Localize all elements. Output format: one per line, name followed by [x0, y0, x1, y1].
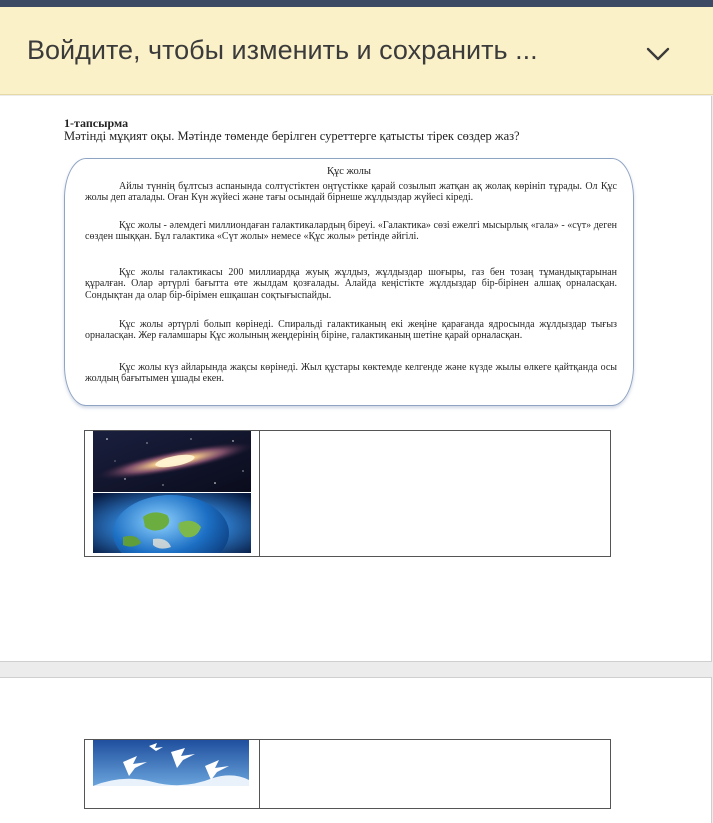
reading-paragraph: Құс жолы - әлемдегі миллиондаған галактикалардың біреуі. «Галактика» сөзі ежелгі мысырлық «гала» - «сүт» деген сөзден шыққан. Бұл галактика «Сүт жолы» немесе «Құс жолы» ретінде әйгілі. — [85, 220, 617, 243]
reading-paragraph: Құс жолы әртүрлі болып көрінеді. Спиральді галактиканың екі жеңіне қарағанда ядросында жұлдыздар тығыз орналасқан. Жер ғаламшары Құс жолының жеңдерінің біріне, галактиканың шетіне қарай орналасқан. — [85, 319, 617, 342]
document-page — [0, 96, 712, 662]
earth-image — [93, 493, 251, 553]
table-divider — [259, 431, 260, 556]
reading-paragraph: Айлы түннің бұлтсыз аспанында солтүстіктен оңтүстікке қарай созылып жатқан ақ жолақ көрініп тұрады. Ол Құс жолы деп аталады. Оған Күн жүйесі және тағы осындай бірнеше жұлдыздар жүйесі кіреді. — [85, 181, 617, 204]
task-instruction: Мәтінді мұқият оқы. Мәтінде төменде берілген суреттерге қатысты тірек сөздер жаз? — [64, 129, 520, 143]
top-strip — [0, 0, 713, 7]
table-divider — [259, 740, 260, 808]
reading-paragraph: Құс жолы күз айларында жақсы көрінеді. Жыл құстары көктемде келгенде және күзде жылы өлкеге қайтқанда осы жолдың бағытымен ұшады екен. — [85, 362, 617, 385]
document-page-2 — [0, 677, 712, 823]
signin-banner[interactable] — [0, 7, 713, 95]
reading-title: Құс жолы — [327, 166, 371, 177]
reading-text-box — [64, 158, 634, 406]
galaxy-image — [93, 431, 251, 492]
reading-paragraph: Құс жолы галактикасы 200 миллиардқа жуық жұлдыз, жұлдыздар шоғыры, газ бен тозаң тұмандықтарынан құралған. Олар әртүрлі бағытта өте жылдам қозғалады. Алайда кеңістікте жұлдыздар бір-бірінен алшақ орналасқан. Сондықтан да олар бір-бірімен ешқашан соқтығыспайды. — [85, 267, 617, 301]
chevron-down-icon[interactable] — [645, 45, 671, 63]
answer-table-2 — [84, 739, 611, 809]
flying-birds-image — [93, 740, 249, 786]
task-title: 1-тапсырма — [64, 116, 129, 130]
banner-text: Войдите, чтобы изменить и сохранить ... — [27, 35, 538, 65]
answer-table — [84, 430, 611, 557]
